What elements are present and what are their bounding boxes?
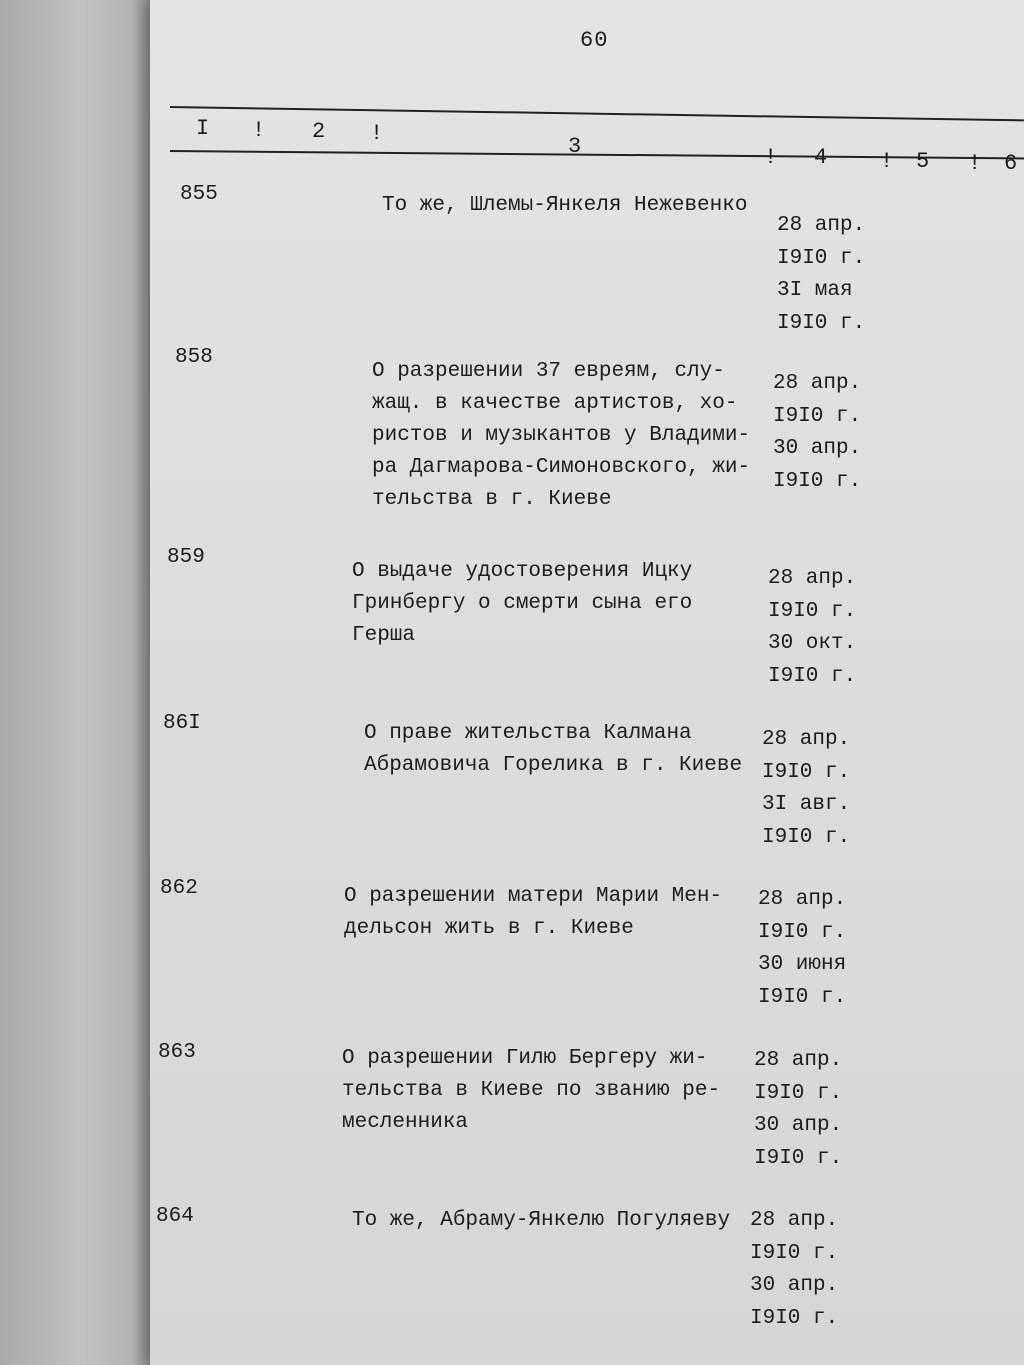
- date-line: 28 апр.: [758, 888, 847, 911]
- date-line: 30 окт.: [768, 632, 857, 655]
- description-line: ра Дагмарова-Симоновского, жи-: [372, 456, 751, 479]
- entry-description: [372, 356, 750, 516]
- description-line: О разрешении Гилю Бергеру жи-: [342, 1047, 708, 1070]
- description-line: То же, Шлемы-Янкеля Нежевенко: [382, 194, 748, 217]
- page-number: 60: [580, 28, 609, 53]
- column-6-header: 6: [1004, 151, 1018, 176]
- entry-number: 86I: [163, 712, 201, 735]
- column-3-header: 3: [568, 134, 582, 159]
- description-line: ристов и музыкантов у Владими-: [372, 424, 751, 447]
- column-4-header: 4: [814, 145, 828, 170]
- date-line: I9I0 г.: [773, 404, 862, 428]
- date-line: 30 апр.: [773, 437, 862, 460]
- entry-number: 859: [167, 546, 205, 569]
- date-line: 28 апр.: [750, 1209, 839, 1232]
- date-line: I9I0 г.: [777, 246, 866, 270]
- column-separator: !: [370, 121, 384, 146]
- date-line: 28 апр.: [762, 728, 851, 751]
- date-line: I9I0 г.: [750, 1241, 839, 1265]
- date-line: 3I мая: [777, 279, 853, 302]
- entry-description: [342, 1043, 720, 1139]
- entry-number: 855: [180, 183, 218, 206]
- entry-number: 858: [175, 346, 213, 369]
- description-line: То же, Абраму-Янкелю Погуляеву: [352, 1209, 731, 1232]
- date-line: 3I авг.: [762, 793, 851, 816]
- description-line: О разрешении матери Марии Мен-: [344, 885, 723, 908]
- entry-dates: [768, 563, 856, 693]
- date-line: 28 апр.: [773, 372, 862, 395]
- column-separator: !: [764, 145, 778, 170]
- column-separator: !: [252, 118, 266, 143]
- column-5-header: 5: [916, 149, 930, 174]
- date-line: 30 июня: [758, 953, 847, 976]
- date-line: I9I0 г.: [768, 599, 857, 623]
- entry-number: 864: [156, 1205, 194, 1228]
- entry-description: [352, 1205, 730, 1237]
- date-line: I9I0 г.: [758, 920, 847, 944]
- description-line: Герша: [352, 624, 416, 647]
- entry-description: [352, 556, 692, 652]
- description-line: Абрамовича Горелика в г. Киеве: [364, 754, 743, 777]
- column-1-header: I: [196, 116, 210, 141]
- date-line: I9I0 г.: [777, 311, 866, 335]
- entry-dates: [750, 1205, 838, 1335]
- entry-description: [364, 718, 742, 782]
- date-line: 28 апр.: [768, 567, 857, 590]
- column-2-header: 2: [312, 119, 326, 144]
- date-line: I9I0 г.: [754, 1146, 843, 1170]
- date-line: I9I0 г.: [750, 1306, 839, 1330]
- date-line: 30 апр.: [754, 1114, 843, 1137]
- entry-dates: [754, 1045, 842, 1175]
- entry-description: [382, 190, 747, 222]
- column-separator: !: [880, 149, 894, 174]
- entry-dates: [773, 368, 861, 498]
- description-line: О разрешении 37 евреям, слу-: [372, 360, 725, 383]
- date-line: I9I0 г.: [768, 664, 857, 688]
- entry-number: 862: [160, 877, 198, 900]
- date-line: I9I0 г.: [773, 469, 862, 493]
- date-line: I9I0 г.: [754, 1081, 843, 1105]
- description-line: жащ. в качестве артистов, хо-: [372, 392, 738, 415]
- entry-dates: [777, 210, 865, 340]
- entry-dates: [762, 724, 850, 854]
- date-line: 28 апр.: [754, 1049, 843, 1072]
- date-line: 28 апр.: [777, 214, 866, 237]
- entry-number: 863: [158, 1041, 196, 1064]
- description-line: тельства в Киеве по званию ре-: [342, 1079, 721, 1102]
- description-line: месленника: [342, 1111, 469, 1134]
- column-separator: !: [968, 151, 982, 176]
- date-line: I9I0 г.: [758, 985, 847, 1009]
- description-line: Гринбергу о смерти сына его: [352, 592, 693, 615]
- description-line: дельсон жить в г. Киеве: [344, 917, 634, 940]
- description-line: тельства в г. Киеве: [372, 488, 612, 511]
- description-line: О праве жительства Калмана: [364, 722, 692, 745]
- date-line: I9I0 г.: [762, 825, 851, 849]
- entry-dates: [758, 884, 846, 1014]
- left-page-edge: [0, 0, 150, 1365]
- date-line: I9I0 г.: [762, 760, 851, 784]
- date-line: 30 апр.: [750, 1274, 839, 1297]
- entry-description: [344, 881, 722, 945]
- description-line: О выдаче удостоверения Ицку: [352, 560, 693, 583]
